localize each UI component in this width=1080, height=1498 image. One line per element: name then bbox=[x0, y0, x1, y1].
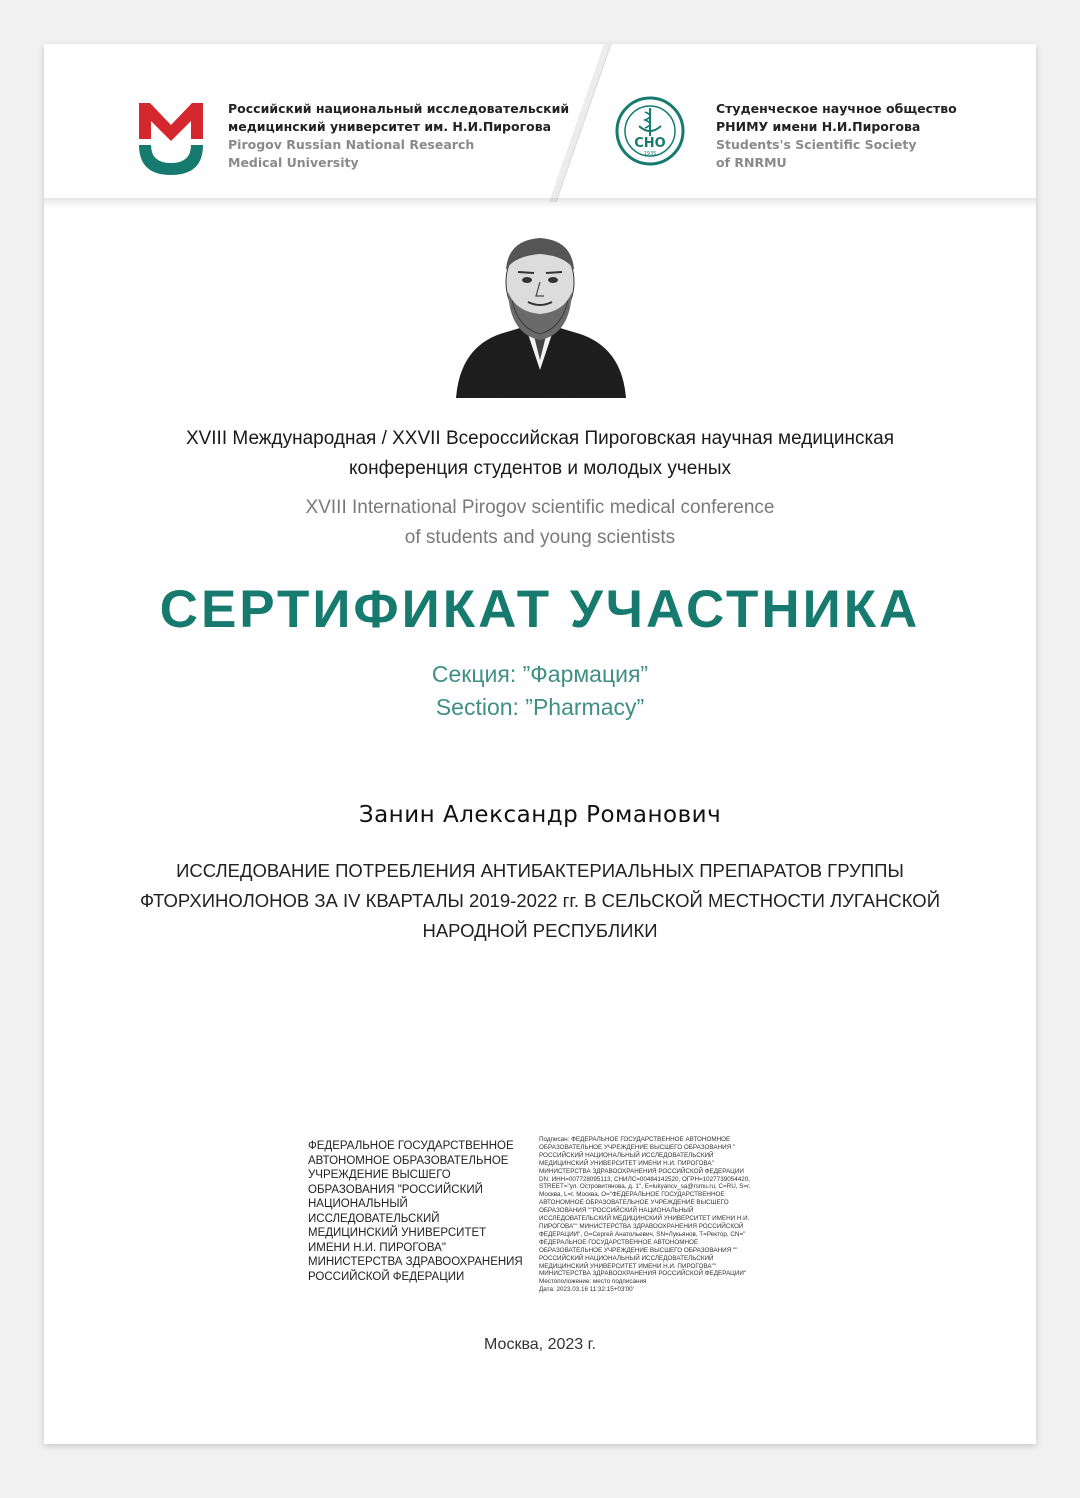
society-name-en-line1: Students's Scientific Society bbox=[716, 137, 917, 152]
signature-detail-line: МЕДИЦИНСКИЙ УНИВЕРСИТЕТ ИМЕНИ Н.И. ПИРОГОВА" bbox=[539, 1159, 714, 1167]
university-name-en-line1: Pirogov Russian National Research bbox=[228, 137, 475, 152]
university-name-ru-line2: медицинский университет им. Н.И.Пирогова bbox=[228, 119, 552, 134]
header-shadow bbox=[44, 198, 1036, 208]
signature-detail-line: МИНИСТЕРСТВА ЗДРАВООХРАНЕНИЯ РОССИЙСКОЙ ФЕДЕРАЦИИ" bbox=[539, 1270, 747, 1278]
report-topic-line2: ФТОРХИНОЛОНОВ ЗА IV КВАРТАЛЫ 2019-2022 гг. В СЕЛЬСКОЙ МЕСТНОСТИ ЛУГАНСКОЙ bbox=[140, 890, 940, 911]
society-name-ru-line2: РНИМУ имени Н.И.Пирогова bbox=[716, 119, 921, 134]
signature-org-line: ОБРАЗОВАНИЯ "РОССИЙСКИЙ bbox=[308, 1183, 483, 1196]
report-topic bbox=[134, 856, 946, 946]
university-name-ru-line1: Российский национальный исследовательский bbox=[228, 101, 570, 116]
society-name-ru-line1: Студенческое научное общество bbox=[716, 101, 957, 116]
certificate-title: СЕРТИФИКАТ УЧАСТНИКА bbox=[159, 580, 921, 639]
signature-detail-line: ОБРАЗОВАНИЯ ""РОССИЙСКИЙ НАЦИОНАЛЬНЫЙ bbox=[539, 1207, 694, 1215]
signature-detail-line: ИССЛЕДОВАТЕЛЬСКИЙ МЕДИЦИНСКИЙ УНИВЕРСИТЕТ ИМЕНИ Н.И. bbox=[539, 1215, 750, 1223]
signature-org-line: НАЦИОНАЛЬНЫЙ bbox=[308, 1198, 408, 1210]
city-year: Москва, 2023 г. bbox=[484, 1336, 596, 1353]
conference-title-ru-line1: XVIII Международная / XXVII Всероссийская Пироговская научная медицинская bbox=[185, 428, 895, 449]
signature-detail-line: РОССИЙСКИЙ НАЦИОНАЛЬНЫЙ ИССЛЕДОВАТЕЛЬСКИЙ bbox=[539, 1151, 714, 1159]
section-info bbox=[44, 658, 1036, 724]
conference-title-en bbox=[104, 493, 976, 553]
signature-detail-line: МЕДИЦИНСКИЙ УНИВЕРСИТЕТ ИМЕНИ Н.И. ПИРОГОВА"" bbox=[539, 1262, 717, 1270]
signature-detail-line: Подписан: ФЕДЕРАЛЬНОЕ ГОСУДАРСТВЕННОЕ АВТОНОМНОЕ bbox=[539, 1136, 731, 1143]
university-name bbox=[228, 100, 588, 172]
pirogov-portrait-icon bbox=[448, 230, 632, 398]
signature-org-line: УЧРЕЖДЕНИЕ ВЫСШЕГО bbox=[308, 1169, 451, 1181]
signature-org-line: ИМЕНИ Н.И. ПИРОГОВА" bbox=[308, 1241, 446, 1254]
sno-logo-year: 1935 bbox=[643, 151, 657, 157]
signature-detail-line: ОБРАЗОВАТЕЛЬНОЕ УЧРЕЖДЕНИЕ ВЫСШЕГО ОБРАЗОВАНИЯ " bbox=[539, 1143, 736, 1151]
sno-logo-icon bbox=[615, 96, 685, 166]
society-name bbox=[716, 100, 1016, 172]
signature-detail-line: Местоположение: место подписания bbox=[539, 1278, 647, 1286]
conference-title-ru bbox=[104, 424, 976, 484]
signature-org-line: МЕДИЦИНСКИЙ УНИВЕРСИТЕТ bbox=[308, 1227, 487, 1239]
report-topic-line3: НАРОДНОЙ РЕСПУБЛИКИ bbox=[422, 920, 658, 941]
signature-org-line: ФЕДЕРАЛЬНОЕ ГОСУДАРСТВЕННОЕ bbox=[308, 1140, 514, 1152]
certificate-page bbox=[44, 44, 1036, 1444]
participant-name: Занин Александр Романович bbox=[358, 802, 722, 828]
signature-detail-line: STREET="ул. Островитянова, д. 1", E=lukyancv_sa@rsmu.ru, C=RU, S=г. bbox=[539, 1183, 751, 1191]
conference-title-en-line1: XVIII International Pirogov scientific medical conference bbox=[305, 497, 775, 518]
conference-title-ru-line2: конференция студентов и молодых ученых bbox=[348, 458, 732, 479]
signature-detail-line: МИНИСТЕРСТВА ЗДРАВООХРАНЕНИЯ РОССИЙСКОЙ ФЕДЕРАЦИИ bbox=[539, 1167, 744, 1175]
sno-logo-letters: СНО bbox=[634, 136, 666, 151]
signature-detail-line: ПИРОГОВА"" МИНИСТЕРСТВА ЗДРАВООХРАНЕНИЯ РОССИЙСКОЙ bbox=[539, 1222, 744, 1230]
signature-detail-line: ОБРАЗОВАТЕЛЬНОЕ УЧРЕЖДЕНИЕ ВЫСШЕГО ОБРАЗОВАНИЯ "" bbox=[539, 1246, 738, 1254]
signature-detail-line: РОССИЙСКИЙ НАЦИОНАЛЬНЫЙ ИССЛЕДОВАТЕЛЬСКИЙ bbox=[539, 1254, 714, 1262]
rnrmu-logo-icon bbox=[136, 99, 206, 175]
signature-detail-line: DN: ИНН=007728095113, СНИЛС=00484142520, ОГРН=1027739054420, bbox=[539, 1175, 750, 1183]
signature-org-line: МИНИСТЕРСТВА ЗДРАВООХРАНЕНИЯ bbox=[308, 1256, 523, 1268]
signature-detail-line: Москва, L=г. Москва, O="ФЕДЕРАЛЬНОЕ ГОСУДАРСТВЕННОЕ bbox=[539, 1191, 725, 1199]
signature-detail-line: АВТОНОМНОЕ ОБРАЗОВАТЕЛЬНОЕ УЧРЕЖДЕНИЕ ВЫСШЕГО bbox=[539, 1199, 729, 1207]
signature-details bbox=[539, 1136, 779, 1294]
university-name-en-line2: Medical University bbox=[228, 155, 359, 170]
signature-organization bbox=[308, 1139, 540, 1284]
signature-org-line: РОССИЙСКОЙ ФЕДЕРАЦИИ bbox=[308, 1270, 465, 1283]
signature-org-line: ИССЛЕДОВАТЕЛЬСКИЙ bbox=[308, 1212, 440, 1225]
section-en: Section: ”Pharmacy” bbox=[435, 694, 645, 720]
signature-detail-line: ФЕДЕРАЛЬНОЕ ГОСУДАРСТВЕННОЕ АВТОНОМНОЕ bbox=[539, 1238, 699, 1246]
report-topic-line1: ИССЛЕДОВАНИЕ ПОТРЕБЛЕНИЯ АНТИБАКТЕРИАЛЬНЫХ ПРЕПАРАТОВ ГРУППЫ bbox=[176, 860, 904, 881]
certificate-header bbox=[44, 44, 1036, 202]
signature-detail-line: Дата: 2023.03.16 11:32:15+03'00' bbox=[539, 1286, 634, 1294]
section-ru: Секция: ”Фармация” bbox=[431, 661, 649, 687]
signature-detail-line: ФЕДЕРАЦИИ", G=Сергей Анатольевич, SN=Лукьянов, T=Ректор, CN=" bbox=[539, 1230, 746, 1238]
society-name-en-line2: of RNRMU bbox=[716, 155, 787, 170]
conference-title-en-line2: of students and young scientists bbox=[404, 527, 676, 548]
signature-org-line: АВТОНОМНОЕ ОБРАЗОВАТЕЛЬНОЕ bbox=[308, 1154, 509, 1167]
